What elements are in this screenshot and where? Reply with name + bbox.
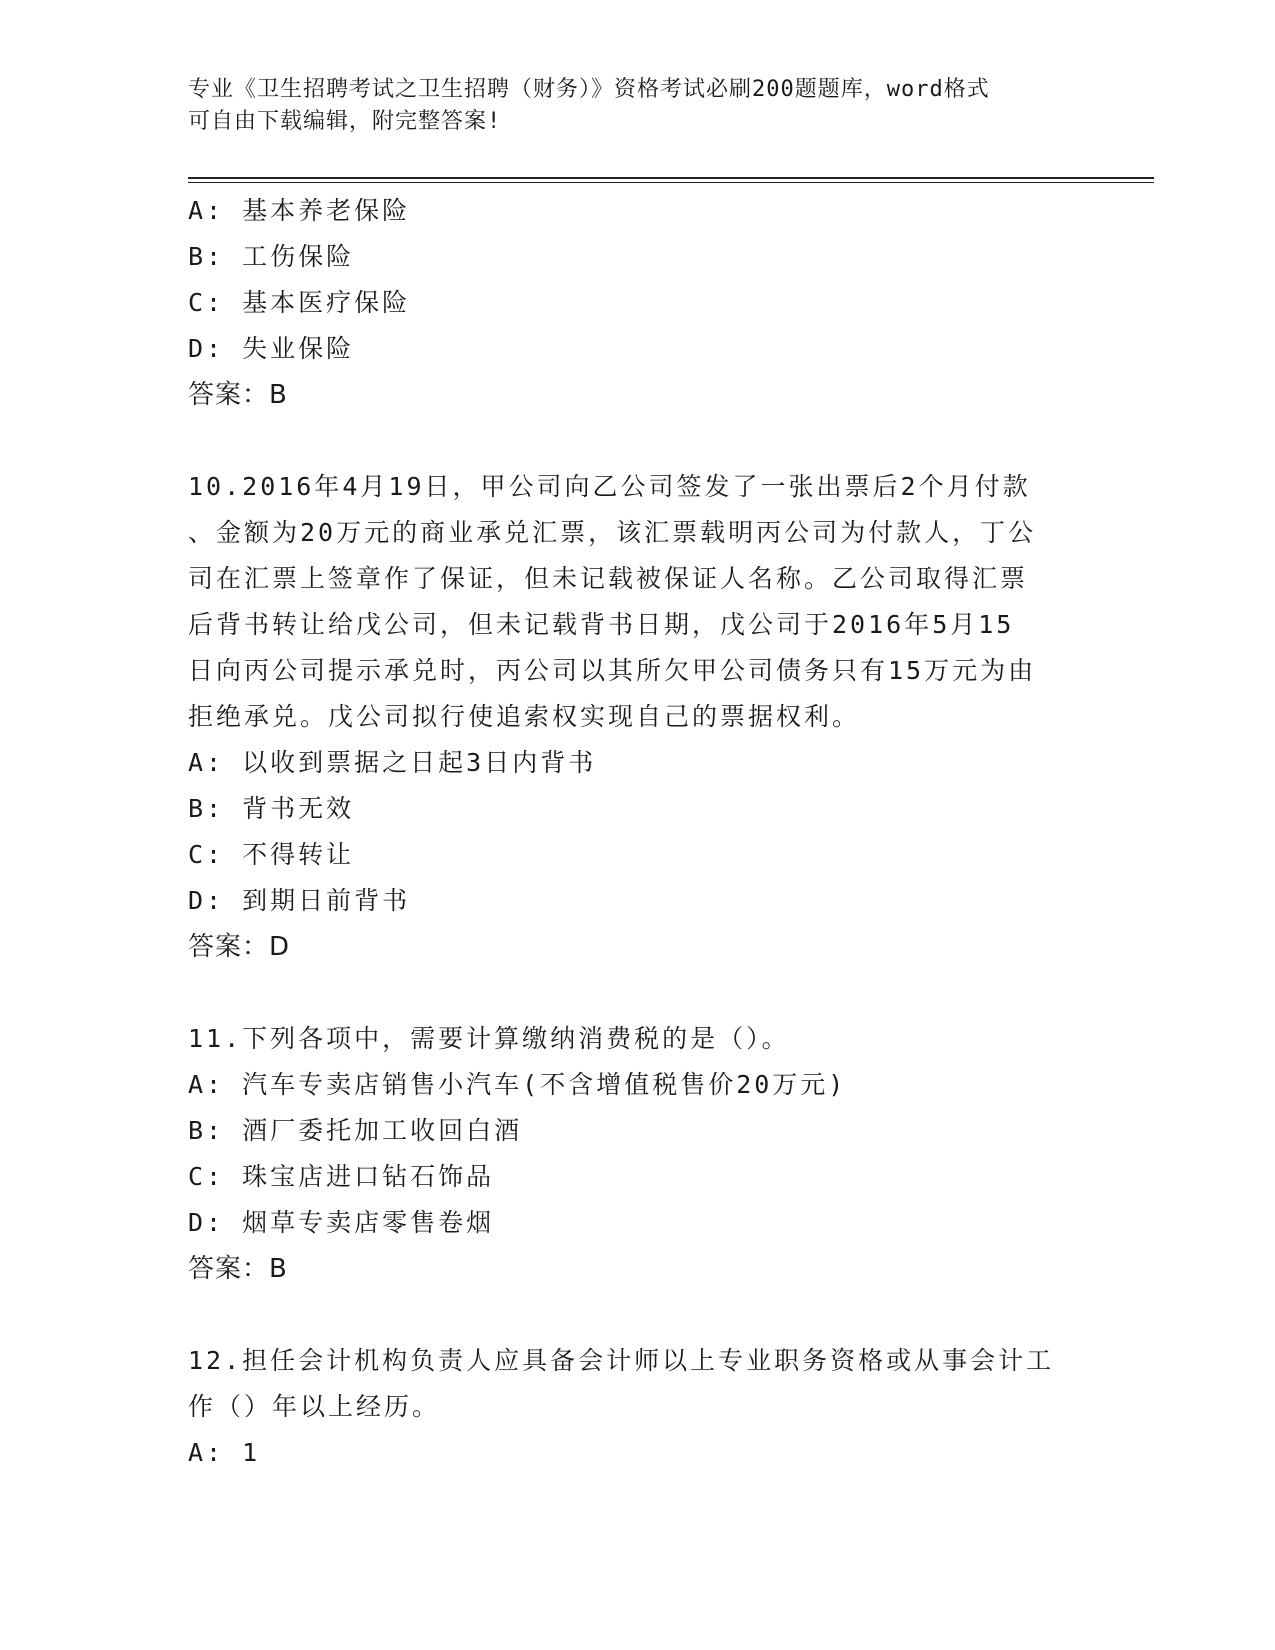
question-text-line: 、金额为20万元的商业承兑汇票，该汇票载明丙公司为付款人，丁公: [188, 518, 1037, 547]
question-text-line: 10.2016年4月19日，甲公司向乙公司签发了一张出票后2个月付款: [188, 472, 1031, 501]
option-a: A: 1: [188, 1438, 261, 1467]
question-text-line: 11.下列各项中，需要计算缴纳消费税的是（）。: [188, 1024, 790, 1053]
question-text-line: 作（）年以上经历。: [188, 1392, 441, 1421]
option-a: A: 以收到票据之日起3日内背书: [188, 748, 597, 777]
option-b: B: 酒厂委托加工收回白酒: [188, 1116, 523, 1145]
option-c: C: 基本医疗保险: [188, 288, 411, 317]
option-b: B: 工伤保险: [188, 242, 355, 271]
option-d: D: 到期日前背书: [188, 886, 411, 915]
option-d: D: 失业保险: [188, 334, 355, 363]
spacer: [188, 970, 1088, 1016]
option-a: A: 汽车专卖店销售小汽车(不含增值税售价20万元): [188, 1070, 847, 1099]
spacer: [188, 1292, 1088, 1338]
spacer: [188, 418, 1088, 464]
header-line-1: 专业《卫生招聘考试之卫生招聘（财务）》资格考试必刷200题题库，word格式: [188, 77, 990, 102]
option-b: B: 背书无效: [188, 794, 355, 823]
document-header: [188, 74, 1068, 138]
header-rule-thin: [188, 182, 1154, 183]
answer-line: 答案：B: [188, 1254, 288, 1284]
question-text-line: 12.担任会计机构负责人应具备会计师以上专业职务资格或从事会计工: [188, 1346, 1055, 1375]
question-block-10: [188, 464, 1088, 970]
answer-line: 答案：D: [188, 932, 291, 962]
question-text-line: 拒绝承兑。戊公司拟行使追索权实现自己的票据权利。: [188, 702, 861, 731]
option-c: C: 珠宝店进口钻石饰品: [188, 1162, 495, 1191]
option-d: D: 烟草专卖店零售卷烟: [188, 1208, 495, 1237]
answer-line: 答案：B: [188, 380, 288, 410]
question-text-line: 后背书转让给戊公司，但未记载背书日期，戊公司于2016年5月15: [188, 610, 1015, 639]
header-rule-thick: [188, 177, 1154, 179]
question-block-11: [188, 1016, 1088, 1292]
question-block-9: [188, 188, 1088, 418]
question-text-line: 司在汇票上签章作了保证，但未记载被保证人名称。乙公司取得汇票: [188, 564, 1029, 593]
option-a: A: 基本养老保险: [188, 196, 411, 225]
question-block-12: [188, 1338, 1088, 1476]
option-c: C: 不得转让: [188, 840, 355, 869]
header-line-2: 可自由下载编辑，附完整答案!: [188, 109, 502, 134]
document-body: [188, 188, 1088, 1476]
question-text-line: 日向丙公司提示承兑时，丙公司以其所欠甲公司债务只有15万元为由: [188, 656, 1037, 685]
